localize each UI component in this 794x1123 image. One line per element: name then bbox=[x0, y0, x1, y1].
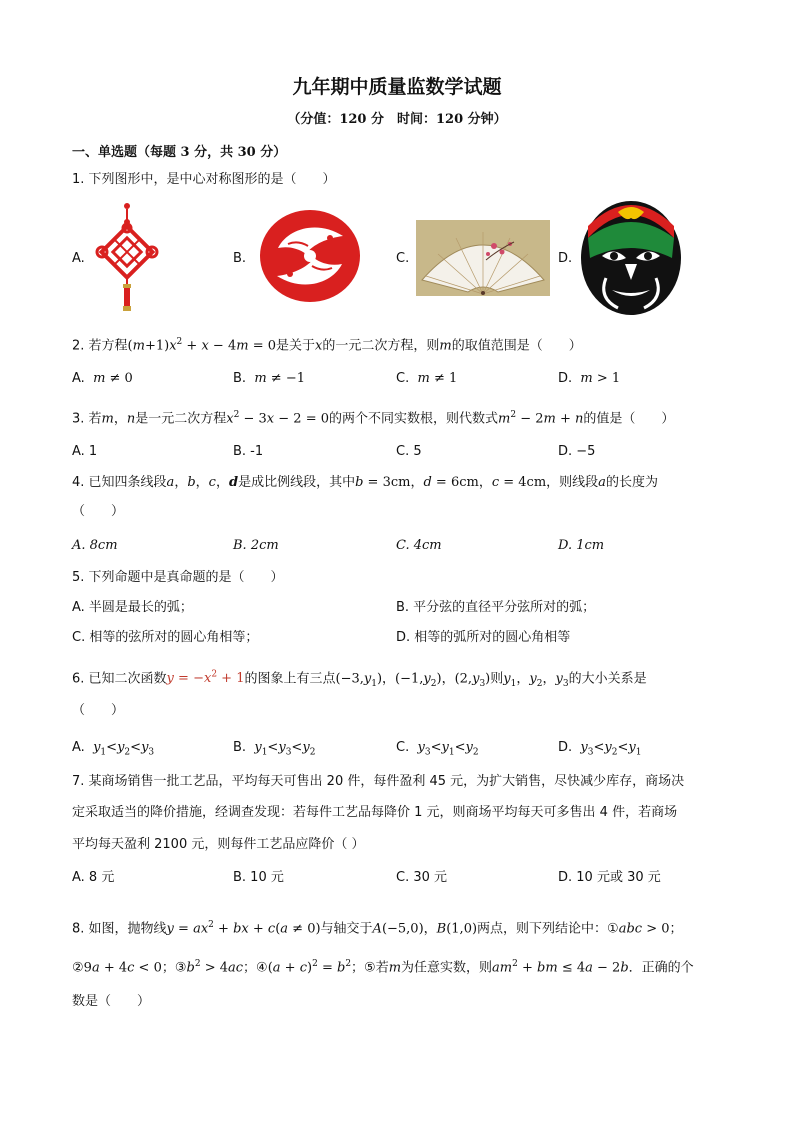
q5-option-d: D. 相等的弧所对的圆心角相等 bbox=[396, 630, 571, 645]
q6-option-d: D. $y_3<y_2<y_1$ bbox=[558, 740, 642, 758]
chinese-knot-icon bbox=[94, 200, 160, 312]
q1-option-b: B. bbox=[233, 251, 247, 266]
q7-option-d: D. 10 元或 30 元 bbox=[558, 870, 661, 885]
question-7-line2: 定采取适当的降价措施，经调查发现：若每件工艺品每降价 1 元，则商场平均每天可多售出 4 件，若商场 bbox=[72, 805, 678, 820]
q2-option-c: C. m ≠ 1 bbox=[396, 371, 458, 386]
q3-option-d: D. −5 bbox=[558, 444, 596, 459]
q5-option-b: B. 平分弦的直径平分弦所对的弧； bbox=[396, 600, 596, 615]
q6-option-c: C. $y_3<y_1<y_2$ bbox=[396, 740, 479, 758]
question-7-line1: 7. 某商场销售一批工艺品，平均每天可售出 20 件，每件盈利 45 元，为扩大销售，尽快减少库存，商场决 bbox=[72, 774, 685, 789]
question-4-stem: 4. 已知四条线段a，b，c，d是成比例线段，其中b = 3cm，d = 6cm，c = 4cm，则线段a的长度为 bbox=[72, 475, 658, 490]
q3-option-b: B. -1 bbox=[233, 444, 264, 459]
q4-option-c: C. 4cm bbox=[396, 538, 442, 553]
q7-option-a: A. 8 元 bbox=[72, 870, 115, 885]
q1-option-a: A. bbox=[72, 251, 85, 266]
question-2-stem: 2. 若方程$(m+1)x^2 + x - 4m = 0$是关于x的一元二次方程，则m的取值范围是（ ） bbox=[72, 337, 582, 354]
folding-fan-icon bbox=[416, 220, 550, 296]
q4-option-d: D. 1cm bbox=[558, 538, 605, 553]
q5-option-c: C. 相等的弦所对的圆心角相等； bbox=[72, 630, 259, 645]
q4-option-b: B. 2cm bbox=[233, 538, 279, 553]
q3-option-c: C. 5 bbox=[396, 444, 422, 459]
q6-option-b: B. $y_1<y_3<y_2$ bbox=[233, 740, 316, 758]
q4-option-a: A. 8cm bbox=[72, 538, 118, 553]
question-7-line3: 平均每天盈利 2100 元，则每件工艺品应降价（ ） bbox=[72, 837, 365, 852]
question-1-stem: 1. 下列图形中，是中心对称图形的是（ ） bbox=[72, 172, 336, 187]
koi-fish-papercut-icon bbox=[258, 208, 362, 304]
question-8-line1: 8. 如图，抛物线$y = ax^2$ + bx + c(a ≠ 0)与轴交于A(−5,0)，B(1,0)两点，则下列结论中：①abc > 0； bbox=[72, 920, 683, 937]
question-6-line2: （ ） bbox=[72, 703, 125, 718]
q2-option-d: D. m > 1 bbox=[558, 371, 621, 386]
question-3-stem: 3. 若m，n是一元二次方程$x^2 - 3x - 2 = 0$的两个不同实数根，则代数式$m^2 - 2m + n$的值是（ ） bbox=[72, 410, 675, 427]
section-heading: 一、单选题（每题 3 分，共 30 分） bbox=[72, 145, 287, 160]
page-title: 九年期中质量监数学试题 bbox=[292, 76, 502, 98]
question-6-stem: 6. 已知二次函数$y = -x^2 + 1$的图象上有三点$(-3,y_1)$，$(-1,y_2)$，$(2,y_3)$则$y_1$，$y_2$，$y_3$的大小关系是 bbox=[72, 670, 647, 689]
question-5-stem: 5. 下列命题中是真命题的是（ ） bbox=[72, 570, 284, 585]
q2-option-a: A. m ≠ 0 bbox=[72, 371, 133, 386]
q3-option-a: A. 1 bbox=[72, 444, 98, 459]
q7-option-c: C. 30 元 bbox=[396, 870, 448, 885]
q2-option-b: B. m ≠ −1 bbox=[233, 371, 305, 386]
q1-option-c: C. bbox=[396, 251, 410, 266]
question-8-line3: 数是（ ） bbox=[72, 994, 151, 1009]
opera-mask-icon bbox=[578, 198, 684, 316]
q5-option-a: A. 半圆是最长的弧； bbox=[72, 600, 193, 615]
q6-option-a: A. $y_1<y_2<y_3$ bbox=[72, 740, 155, 758]
question-4-line2: （ ） bbox=[72, 504, 125, 519]
page-subtitle: （分值：120 分 时间：120 分钟） bbox=[287, 112, 507, 127]
q1-option-d: D. bbox=[558, 251, 573, 266]
q7-option-b: B. 10 元 bbox=[233, 870, 284, 885]
question-8-line2: ②9a + 4c < 0；$③b^2 > 4ac$；④(a + $c)^2 = b^2$；⑤若m为任意实数，则$am^2$ + bm ≤ 4a − 2b．正确的个 bbox=[72, 959, 694, 976]
